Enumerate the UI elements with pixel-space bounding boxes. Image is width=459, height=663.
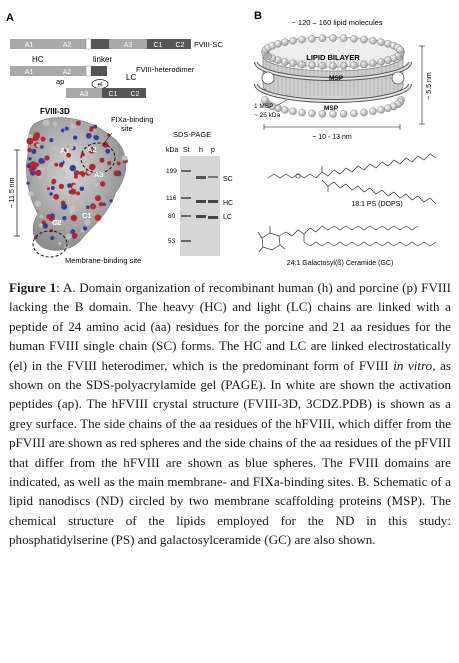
residue-sphere bbox=[105, 149, 110, 154]
residue-sphere bbox=[93, 182, 99, 188]
sds-page-gel bbox=[180, 156, 220, 256]
residue-sphere bbox=[70, 165, 76, 171]
lc-bar bbox=[66, 88, 146, 98]
msp-mass-label: ~ 25 kDa bbox=[254, 112, 281, 119]
msp-count-label: 1 MSP bbox=[254, 103, 274, 110]
residue-sphere bbox=[86, 133, 92, 139]
residue-sphere bbox=[50, 236, 54, 240]
residue-sphere bbox=[44, 155, 49, 160]
residue-sphere bbox=[52, 181, 56, 185]
lipid-bilayer-label: LIPID BILAYER bbox=[306, 53, 360, 62]
residue-sphere bbox=[117, 162, 121, 166]
msp-pointer bbox=[276, 100, 287, 106]
residue-sphere bbox=[76, 191, 80, 195]
residue-sphere bbox=[27, 138, 34, 145]
fixa-site-label-line2: site bbox=[121, 124, 133, 133]
gel-marker-116: 116 bbox=[166, 195, 177, 202]
residue-sphere bbox=[90, 203, 96, 209]
structure-title: FVIII-3D bbox=[40, 107, 70, 116]
residue-sphere bbox=[70, 189, 76, 195]
gel-band-sc: SC bbox=[223, 176, 233, 183]
domain-tag-a1: A1 bbox=[60, 146, 70, 155]
membrane-site-label: Membrane-binding site bbox=[65, 256, 142, 265]
residue-sphere bbox=[122, 155, 128, 161]
hc-bar bbox=[10, 66, 107, 76]
width-indicator bbox=[264, 124, 400, 141]
lipid-head bbox=[384, 105, 391, 112]
gc-structure-label: 24:1 Galactosyl(ß) Ceramide (GC) bbox=[286, 260, 394, 267]
lipid-head bbox=[289, 60, 296, 67]
lipid-head bbox=[369, 108, 376, 115]
fviii-sc-bar bbox=[10, 39, 191, 49]
lipid-head bbox=[378, 58, 385, 65]
gel-marker-199: 199 bbox=[166, 168, 177, 175]
lipid-head bbox=[329, 62, 336, 69]
residue-sphere bbox=[53, 194, 59, 200]
caption-text-part2: , as shown on the SDS-polyacrylamide gel (PAGE). In white are shown the activation peptides (ap). The hFVIII crystal structure (FVIII-3D, 3CDZ.PDB) is shown as a grey surface. The side chains of the aa residues of the hFVIII, which differ from the pFVIII are shown as red spheres and the side chains of the aa residues of the pFVIII that differ from the hFVIII are shown as blue spheres. The FVIII domains are indicated, as well as the main membrane- and FIXa-binding sites. B. Schematic of a lipid nanodiscs (ND) circled by two membrane scaffolding proteins (MSP). The chemical structure of the lipids employed for the ND in this study: phosphatidylserine (PS) and galactosylceramide (GC) are also shown. bbox=[9, 357, 451, 548]
lipid-count-label: ~ 120 – 160 lipid molecules bbox=[291, 18, 383, 27]
domain-tag-c2: C2 bbox=[52, 218, 62, 227]
residue-sphere bbox=[84, 219, 90, 225]
sc-domain-a2: A2 bbox=[62, 42, 72, 49]
gel-header-p: p bbox=[211, 147, 215, 154]
residue-sphere bbox=[73, 135, 77, 139]
lc-domain-c1: C1 bbox=[108, 91, 118, 98]
linker-label: linker bbox=[93, 55, 113, 64]
lipid-head bbox=[340, 35, 347, 42]
domain-tag-c1: C1 bbox=[82, 211, 92, 220]
panel-b-label: B bbox=[254, 10, 262, 22]
residue-sphere bbox=[89, 128, 93, 132]
lipid-head bbox=[397, 46, 404, 53]
lipid-head bbox=[360, 36, 367, 43]
lc-domain-a3: A3 bbox=[79, 91, 89, 98]
residue-sphere bbox=[40, 145, 44, 149]
residue-sphere bbox=[31, 149, 36, 154]
residue-sphere bbox=[93, 135, 97, 139]
residue-sphere bbox=[28, 157, 31, 160]
residue-sphere bbox=[70, 211, 74, 215]
height-indicator bbox=[419, 46, 433, 124]
hc-domain-a2: A2 bbox=[62, 69, 72, 76]
residue-sphere bbox=[33, 136, 38, 141]
lipid-head bbox=[289, 108, 296, 115]
caption-italic: in vitro bbox=[393, 357, 433, 373]
residue-sphere bbox=[47, 187, 50, 190]
gel-band-lc: LC bbox=[223, 214, 232, 221]
residue-sphere bbox=[38, 175, 42, 179]
height-label: ~ 5.5 nm bbox=[426, 72, 433, 100]
residue-sphere bbox=[95, 195, 101, 201]
residue-sphere bbox=[62, 216, 66, 220]
sc-domain-c2: C2 bbox=[175, 42, 185, 49]
lipid-head bbox=[360, 61, 367, 68]
lipid-head bbox=[378, 39, 385, 46]
hc-label: HC bbox=[32, 55, 44, 64]
residue-sphere bbox=[49, 192, 53, 196]
lipid-head bbox=[281, 58, 288, 65]
gc-chemical-structure bbox=[258, 226, 436, 252]
sc-domain-a3: A3 bbox=[123, 42, 133, 49]
domain-tag-a3: A3 bbox=[94, 170, 104, 179]
residue-sphere bbox=[54, 163, 58, 167]
residue-sphere bbox=[39, 223, 43, 227]
residue-sphere bbox=[107, 161, 111, 165]
residue-sphere bbox=[51, 186, 55, 190]
residue-sphere bbox=[95, 214, 102, 221]
lc-label: LC bbox=[126, 73, 137, 82]
fixa-site-label-line1: FIXa-binding bbox=[111, 115, 154, 124]
lipid-head bbox=[281, 106, 288, 113]
lipid-head bbox=[281, 39, 288, 46]
lipid-head bbox=[308, 35, 315, 42]
residue-sphere bbox=[74, 175, 78, 179]
domain-tag-a2: A2 bbox=[87, 145, 97, 154]
lipid-head bbox=[350, 35, 357, 42]
residue-sphere bbox=[76, 121, 81, 126]
ap-label: ap bbox=[56, 77, 65, 86]
size-indicator bbox=[9, 150, 20, 236]
residue-sphere bbox=[43, 223, 48, 228]
lipid-head bbox=[340, 110, 347, 117]
residue-sphere bbox=[70, 124, 75, 129]
residue-sphere bbox=[39, 215, 42, 218]
residue-sphere bbox=[61, 204, 67, 210]
residue-sphere bbox=[58, 242, 61, 245]
residue-sphere bbox=[41, 137, 46, 142]
sc-domain-a1: A1 bbox=[24, 42, 34, 49]
residue-sphere bbox=[69, 205, 75, 211]
lipid-head bbox=[299, 36, 306, 43]
residue-sphere bbox=[114, 170, 120, 176]
figure-caption bbox=[9, 278, 451, 550]
residue-sphere bbox=[28, 191, 34, 197]
lipid-head bbox=[350, 110, 357, 117]
residue-sphere bbox=[99, 202, 103, 206]
residue-sphere bbox=[59, 184, 64, 189]
caption-text-part1: : A. Domain organization of recombinant human (h) and porcine (p) FVIII lacking the B domain. The heavy (HC) and light (LC) chains are linked with a peptide of 24 amino acid (aa) residues for the porcine and 21 aa residues for the human FVIII single chain (SC) forms. The HC and LC are linked electrostatically (el) in the FVIII heterodimer, which is the predominant form of FVIII bbox=[9, 280, 451, 373]
gel-header-st: St bbox=[183, 147, 190, 154]
msp-label-top: MSP bbox=[328, 75, 344, 82]
residue-sphere bbox=[67, 183, 71, 187]
residue-sphere bbox=[83, 226, 87, 230]
residue-sphere bbox=[43, 120, 50, 127]
gel-header-h: h bbox=[199, 147, 203, 154]
residue-sphere bbox=[27, 148, 31, 152]
width-label: ~ 10 - 13 nm bbox=[312, 134, 352, 141]
residue-sphere bbox=[57, 156, 64, 163]
residue-sphere bbox=[53, 147, 57, 151]
lipid-head bbox=[319, 62, 326, 69]
residue-sphere bbox=[35, 163, 39, 167]
lipid-head bbox=[319, 35, 326, 42]
residue-sphere bbox=[35, 170, 41, 176]
ps-structure-label: 18:1 PS (DOPS) bbox=[351, 201, 403, 208]
residue-sphere bbox=[86, 205, 90, 209]
residue-sphere bbox=[109, 199, 112, 202]
lipid-head bbox=[289, 37, 296, 44]
residue-sphere bbox=[71, 215, 78, 222]
gel-title: SDS-PAGE bbox=[173, 130, 212, 139]
residue-sphere bbox=[66, 234, 72, 240]
residue-sphere bbox=[100, 181, 105, 186]
fviii-heterodimer-name: FVIII-heterodimer bbox=[136, 65, 195, 74]
gel-marker-80: 80 bbox=[168, 213, 176, 220]
lipid-head bbox=[308, 62, 315, 69]
residue-sphere bbox=[93, 125, 97, 129]
lipid-head bbox=[378, 106, 385, 113]
residue-sphere bbox=[99, 158, 104, 163]
residue-sphere bbox=[80, 187, 85, 192]
gel-band-hc: HC bbox=[223, 200, 234, 207]
ps-chemical-structure bbox=[268, 154, 436, 204]
residue-sphere bbox=[61, 171, 66, 176]
residue-sphere bbox=[34, 201, 41, 208]
residue-sphere bbox=[49, 138, 53, 142]
residue-sphere bbox=[36, 144, 40, 148]
residue-sphere bbox=[38, 158, 44, 164]
lipid-head bbox=[384, 57, 391, 64]
caption-label: Figure 1 bbox=[9, 280, 57, 295]
el-label: el bbox=[97, 81, 103, 89]
lipid-head bbox=[360, 109, 367, 116]
lipid-head bbox=[369, 37, 376, 44]
residue-sphere bbox=[53, 122, 57, 126]
fviii-sc-name: FVIII-SC bbox=[194, 40, 223, 49]
sc-domain-c1: C1 bbox=[153, 42, 163, 49]
size-label: ~ 11.5 nm bbox=[9, 177, 16, 209]
residue-sphere bbox=[46, 214, 51, 219]
residue-sphere bbox=[56, 167, 62, 173]
lipid-head bbox=[274, 40, 281, 47]
el-marker bbox=[92, 80, 108, 89]
hc-domain-a1: A1 bbox=[24, 69, 34, 76]
panel-a-label: A bbox=[6, 12, 14, 24]
lipid-head bbox=[299, 109, 306, 116]
gel-header-kda: kDa bbox=[166, 147, 179, 154]
lipid-head bbox=[329, 34, 336, 41]
residue-sphere bbox=[26, 182, 29, 185]
gel-marker-53: 53 bbox=[168, 238, 176, 245]
lipid-head bbox=[308, 110, 315, 117]
lc-domain-c2: C2 bbox=[130, 91, 140, 98]
fviii-3d-structure bbox=[26, 118, 128, 257]
residue-sphere bbox=[73, 233, 78, 238]
lipid-head bbox=[369, 60, 376, 67]
residue-sphere bbox=[61, 129, 65, 133]
figure-1-image bbox=[0, 0, 459, 276]
residue-sphere bbox=[65, 127, 69, 131]
msp-label-bottom: MSP bbox=[323, 105, 339, 112]
